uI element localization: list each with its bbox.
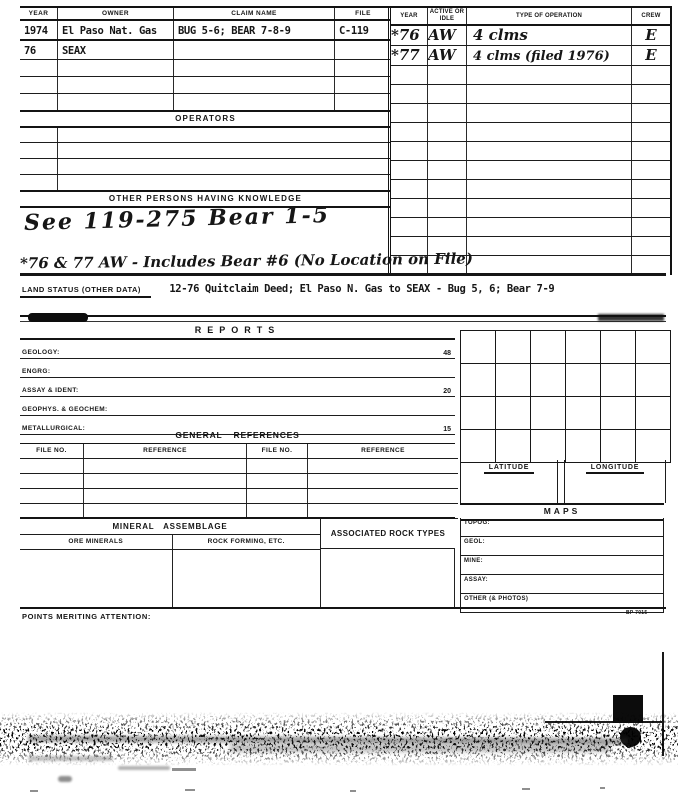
general-references-header-row	[20, 444, 458, 458]
column-divider	[320, 548, 321, 608]
report-row-engrg	[20, 359, 455, 378]
ore-minerals-header: ORE MINERALS	[20, 535, 173, 549]
grid-row	[461, 430, 671, 463]
ink-blob-artifact	[28, 313, 88, 322]
genref-empty-row	[20, 458, 458, 473]
activity-empty-row	[390, 180, 672, 199]
report-label-geology: GEOLOGY:	[22, 349, 60, 356]
column-divider	[172, 548, 173, 608]
claim-1974-file: C-119	[339, 25, 369, 37]
genref-header-file-no-1: FILE NO.	[20, 444, 84, 458]
activity-76-active: AW	[428, 26, 456, 44]
activity-empty-row	[390, 218, 672, 237]
bottom-dash-artifact	[30, 790, 38, 792]
report-row-assay	[20, 378, 455, 397]
claim-header-owner: OWNER	[58, 7, 174, 20]
activity-header-crew: CREW	[632, 7, 672, 25]
associated-rock-types-header: ASSOCIATED ROCK TYPES	[320, 517, 455, 549]
activity-76-crew: E	[645, 26, 657, 44]
activity-empty-row	[390, 104, 672, 123]
bottom-dash-artifact	[185, 789, 195, 791]
operators-empty-row	[20, 159, 391, 175]
activity-row-76	[390, 25, 672, 46]
activity-76-year: *76	[391, 26, 420, 44]
activity-empty-row	[390, 123, 672, 142]
activity-empty-row	[390, 142, 672, 161]
maps-row-assay	[460, 575, 664, 594]
genref-header-file-no-2: FILE NO.	[247, 444, 308, 458]
claim-76-file	[335, 45, 339, 59]
coordinate-grid-table	[460, 330, 671, 463]
activity-header-year: YEAR	[390, 7, 428, 25]
claim-76-claim-name	[174, 45, 178, 59]
genref-empty-row	[20, 503, 458, 518]
report-row-geology	[20, 340, 455, 359]
claim-table-header-row	[20, 7, 391, 20]
assessment-activity-table	[388, 6, 672, 275]
activity-77-operation: 4 clms (filed 1976)	[473, 49, 610, 64]
maps-label-other-photos: OTHER (& PHOTOS)	[464, 596, 529, 602]
form-number: BP 7015	[626, 610, 648, 616]
other-persons-section-header: OTHER PERSONS HAVING KNOWLEDGE	[20, 191, 391, 207]
claim-1974-claim-name: BUG 5-6; BEAR 7-8-9	[178, 25, 291, 37]
claim-header-claim-name: CLAIM NAME	[174, 7, 335, 20]
operators-empty-row	[20, 175, 391, 191]
claim-row-76	[20, 40, 391, 60]
claim-1974-year: 1974	[24, 25, 48, 37]
land-status-label: LAND STATUS (OTHER DATA)	[20, 283, 151, 298]
maps-row-geol	[460, 537, 664, 556]
mineral-assemblage-section	[20, 517, 455, 608]
activity-header-active-or-idle: ACTIVE OR IDLE	[428, 7, 467, 25]
claim-empty-row	[20, 94, 391, 111]
maps-row-mine	[460, 556, 664, 575]
pencil-mark-artifact	[58, 776, 72, 782]
general-references-title: GENERAL REFERENCES	[20, 428, 455, 444]
genref-header-reference-2: REFERENCE	[308, 444, 459, 458]
handwritten-note-see-reference: See 119-275 Bear 1-5	[23, 201, 331, 237]
activity-76-operation: 4 clms	[473, 26, 528, 44]
latitude-longitude-section	[460, 460, 664, 505]
latitude-label: LATITUDE	[484, 464, 535, 474]
claim-76-year: 76	[24, 45, 36, 57]
longitude-cell	[564, 460, 666, 503]
activity-empty-row	[390, 85, 672, 104]
claim-owner-table	[20, 6, 391, 208]
report-lineno: 48	[443, 350, 451, 357]
maps-section-title: MAPS	[460, 503, 664, 521]
pencil-mark-artifact	[172, 768, 196, 771]
claim-empty-row	[20, 77, 391, 94]
mineral-assemblage-title: MINERAL ASSEMBLAGE	[20, 517, 320, 535]
activity-empty-row	[390, 161, 672, 180]
maps-label-assay: ASSAY:	[464, 577, 489, 583]
column-divider	[454, 548, 455, 608]
claim-header-file: FILE	[335, 7, 392, 20]
maps-label-topog: TOPOG:	[464, 520, 490, 526]
report-row-geophys	[20, 397, 455, 416]
latitude-cell	[460, 460, 558, 503]
rock-forming-header: ROCK FORMING, ETC.	[207, 538, 285, 545]
grid-row	[461, 364, 671, 397]
handwritten-note-includes-bear6: *76 & 77 AW - Includes Bear #6 (No Location on File)	[19, 249, 473, 273]
mineral-assemblage-block	[20, 517, 320, 550]
activity-77-active: AW	[428, 46, 456, 64]
activity-header-row	[390, 7, 672, 25]
claim-row-1974	[20, 20, 391, 40]
pencil-smudge-artifact	[118, 766, 170, 770]
operators-empty-row	[20, 127, 391, 143]
bottom-dash-artifact	[522, 788, 530, 790]
claim-76-owner: SEAX	[62, 45, 86, 57]
claim-header-year: YEAR	[20, 7, 58, 20]
horizontal-rule	[20, 273, 666, 276]
scan-streak-artifact	[230, 744, 610, 752]
operators-section-header: OPERATORS	[20, 111, 391, 127]
footer-rule	[20, 607, 666, 609]
pencil-smudge-artifact	[28, 756, 113, 761]
land-status-value: 12-76 Quitclaim Deed; El Paso N. Gas to SEAX - Bug 5, 6; Bear 7-9	[169, 283, 555, 295]
genref-header-reference-1: REFERENCE	[84, 444, 247, 458]
mineral-assemblage-empty-area	[20, 548, 455, 608]
claim-empty-row	[20, 60, 391, 77]
genref-empty-row	[20, 473, 458, 488]
report-label-assay: ASSAY & IDENT:	[22, 387, 79, 394]
operators-empty-row	[20, 143, 391, 159]
section-divider-rule	[20, 315, 666, 322]
grid-row	[461, 397, 671, 430]
report-label-geophys: GEOPHYS. & GEOCHEM:	[22, 406, 108, 413]
bottom-dash-artifact	[600, 787, 605, 789]
activity-77-year: *77	[391, 46, 420, 64]
report-label-engrg: ENGRG:	[22, 368, 51, 375]
activity-empty-row	[390, 199, 672, 218]
grid-row	[461, 331, 671, 364]
longitude-label: LONGITUDE	[586, 464, 644, 474]
reports-title: REPORTS	[20, 322, 455, 340]
report-lineno: 20	[443, 388, 451, 395]
land-status-row	[20, 279, 554, 298]
activity-77-crew: E	[645, 46, 657, 64]
maps-label-geol: GEOL:	[464, 539, 485, 545]
maps-rows	[460, 518, 664, 613]
points-meriting-attention-label: POINTS MERITING ATTENTION:	[22, 612, 151, 621]
activity-header-type-of-operation: TYPE OF OPERATION	[467, 7, 632, 25]
maps-label-mine: MINE:	[464, 558, 483, 564]
general-references-section	[20, 428, 455, 519]
claim-1974-owner: El Paso Nat. Gas	[62, 25, 157, 37]
bottom-dash-artifact	[350, 790, 356, 792]
reports-section	[20, 322, 455, 435]
activity-empty-row	[390, 66, 672, 85]
activity-row-77	[390, 46, 672, 66]
maps-row-topog	[460, 518, 664, 537]
genref-empty-row	[20, 488, 458, 503]
report-label-metallurgical: METALLURGICAL:	[22, 425, 86, 432]
ink-smudge-artifact	[598, 314, 664, 321]
report-lineno: 15	[443, 426, 451, 433]
